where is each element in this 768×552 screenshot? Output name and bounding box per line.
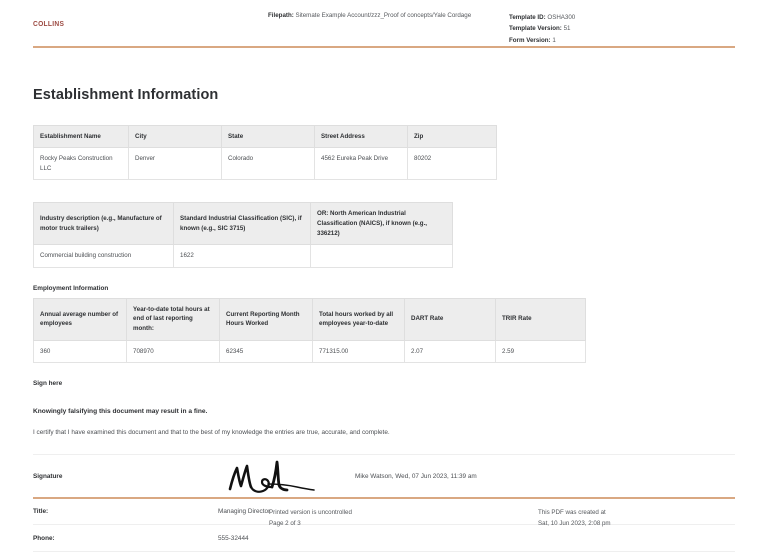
cell-naics [311,245,453,268]
form-version-row [509,35,575,46]
cell-state: Colorado [222,148,315,180]
template-metadata [509,12,575,46]
table-header-row [34,203,453,245]
footer-divider [33,497,735,499]
template-id-row [509,12,575,23]
signature-image [218,457,325,495]
template-id-value: OSHA300 [545,14,576,21]
sign-here-label: Sign here [33,380,63,388]
phone-label: Phone: [33,534,55,542]
column-header-sic: Standard Industrial Classification (SIC), if known (e.g., SIC 3715) [174,203,311,245]
column-header-total-hours-ytd: Total hours worked by all employees year-to-date [313,298,405,340]
table-header-row [34,298,586,340]
cell-annual-average-employees: 360 [34,340,127,363]
header-divider [33,46,735,48]
document-body [0,87,768,552]
column-header-street-address: Street Address [315,125,408,148]
signature-label: Signature [33,472,63,480]
signature-signer-meta: Mike Watson, Wed, 07 Jun 2023, 11:39 am [355,472,477,480]
footer-right [538,507,611,530]
column-header-naics: OR: North American Industrial Classification (NAICS), if known (e.g., 336212) [311,203,453,245]
form-version-value: 1 [550,36,556,44]
column-header-state: State [222,125,315,148]
cell-city: Denver [129,148,222,180]
column-header-annual-average-employees: Annual average number of employees [34,298,127,340]
cell-ytd-total-hours: 708970 [127,340,220,363]
title-value: Managing Director [218,507,271,515]
column-header-zip: Zip [408,125,497,148]
title-label: Title: [33,507,49,515]
pdf-created-timestamp: Sat, 10 Jun 2023, 2:08 pm [538,520,611,528]
employment-table [33,298,586,363]
table-row [34,148,497,180]
template-version-value: 51 [561,25,571,33]
cell-establishment-name: Rocky Peaks Construction LLC [34,148,129,180]
filepath-value: Sitemate Example Account/zzz_Proof of concepts/Yale Cordage [293,12,472,19]
falsification-warning: Knowingly falsifying this document may result in a fine. [33,408,208,416]
document-footer [0,497,768,543]
page-title: Establishment Information [33,86,219,103]
establishment-table [33,125,497,181]
form-version-label: Form Version: [509,36,551,44]
pdf-created-label: This PDF was created at [538,509,606,516]
signature-row [33,454,735,498]
table-header-row [34,125,497,148]
cell-current-month-hours: 62345 [220,340,313,363]
template-id-label: Template ID: [509,14,546,21]
table-row [34,340,586,363]
filepath [268,12,471,21]
phone-value: 555-32444 [218,534,249,542]
footer-left [269,507,352,530]
column-header-industry-description: Industry description (e.g., Manufacture of motor truck trailers) [34,203,174,245]
column-header-establishment-name: Establishment Name [34,125,129,148]
cell-sic: 1622 [174,245,311,268]
template-version-row [509,23,575,34]
certification-statement: I certify that I have examined this document and that to the best of my knowledge the entries are true, accurate, and complete. [33,429,390,437]
printed-version-notice: Printed version is uncontrolled [269,509,352,516]
employment-information-label: Employment Information [33,284,109,292]
cell-zip: 80202 [408,148,497,180]
column-header-ytd-total-hours: Year-to-date total hours at end of last reporting month: [127,298,220,340]
filepath-label: Filepath: [268,12,294,19]
cell-total-hours-ytd: 771315.00 [313,340,405,363]
column-header-city: City [129,125,222,148]
column-header-dart-rate: DART Rate [405,298,496,340]
company-logo [33,20,66,29]
table-row [34,245,453,268]
footer-content [0,507,768,543]
cell-street-address: 4562 Eureka Peak Drive [315,148,408,180]
cell-trir-rate: 2.59 [496,340,586,363]
industry-classification-table [33,202,453,267]
column-header-trir-rate: TRIR Rate [496,298,586,340]
column-header-current-month-hours: Current Reporting Month Hours Worked [220,298,313,340]
template-version-label: Template Version: [509,25,562,33]
cell-dart-rate: 2.07 [405,340,496,363]
page-number: Page 2 of 3 [269,520,301,528]
document-header [0,0,768,46]
logo-text: COLLINS [33,21,65,28]
cell-industry-description: Commercial building construction [34,245,174,268]
